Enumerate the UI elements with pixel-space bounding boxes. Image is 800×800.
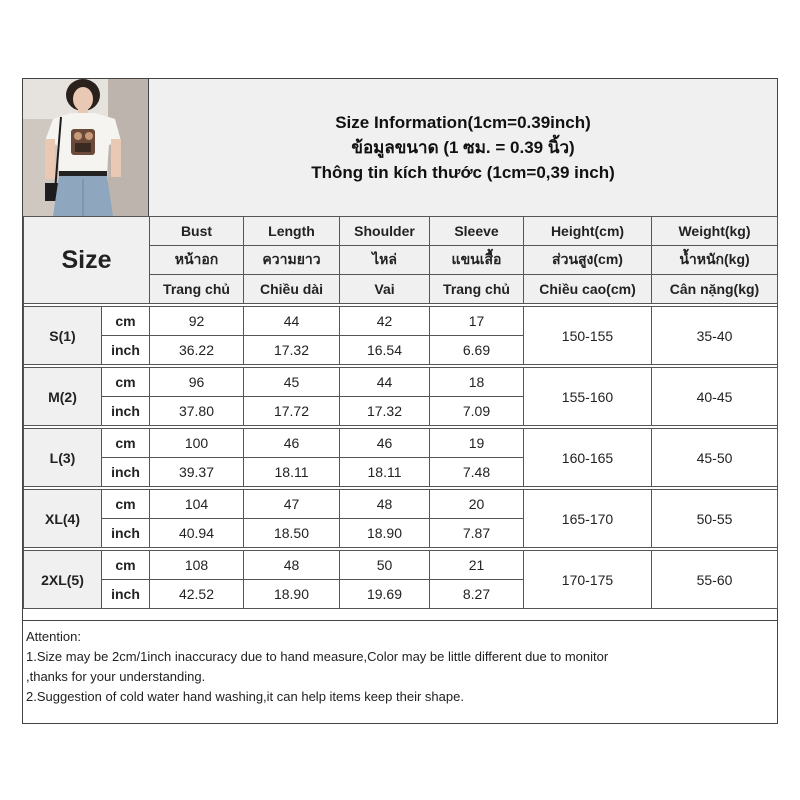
column-header-6-en: Weight(kg) <box>652 217 778 246</box>
unit-label-cm: cm <box>102 307 150 336</box>
unit-label-inch: inch <box>102 580 150 609</box>
size-label: 2XL(5) <box>24 551 102 609</box>
measure-value: 44 <box>340 368 430 397</box>
size-label: XL(4) <box>24 490 102 548</box>
height-range: 160-165 <box>524 429 652 487</box>
measure-value: 16.54 <box>340 336 430 365</box>
unit-label-inch: inch <box>102 519 150 548</box>
column-header-4-vi: Trang chủ <box>430 275 524 304</box>
attention-line-1: 1.Size may be 2cm/1inch inaccuracy due to hand measure,Color may be little different due to monitor <box>26 649 609 664</box>
height-range: 165-170 <box>524 490 652 548</box>
column-header-5-vi: Chiều cao(cm) <box>524 275 652 304</box>
measure-value: 100 <box>150 429 244 458</box>
header-row-en <box>24 217 778 246</box>
unit-label-cm: cm <box>102 429 150 458</box>
measure-value: 8.27 <box>430 580 524 609</box>
weight-range: 35-40 <box>652 307 778 365</box>
measure-value: 42 <box>340 307 430 336</box>
weight-range: 50-55 <box>652 490 778 548</box>
unit-label-cm: cm <box>102 368 150 397</box>
measure-value: 18.11 <box>244 458 340 487</box>
measure-value: 46 <box>244 429 340 458</box>
measure-value: 40.94 <box>150 519 244 548</box>
column-header-1-th: หน้าอก <box>150 246 244 275</box>
attention-line-2: ,thanks for your understanding. <box>26 669 206 684</box>
measure-value: 17 <box>430 307 524 336</box>
measure-value: 7.87 <box>430 519 524 548</box>
measure-value: 19.69 <box>340 580 430 609</box>
height-range: 155-160 <box>524 368 652 426</box>
column-header-6-th: น้ำหนัก(kg) <box>652 246 778 275</box>
measure-value: 18.90 <box>340 519 430 548</box>
unit-label-cm: cm <box>102 551 150 580</box>
attention-heading: Attention: <box>26 629 81 644</box>
size-column-title: Size <box>24 217 150 304</box>
measure-value: 7.48 <box>430 458 524 487</box>
measure-value: 48 <box>340 490 430 519</box>
measure-value: 17.32 <box>244 336 340 365</box>
measure-value: 42.52 <box>150 580 244 609</box>
table-row <box>24 368 778 397</box>
table-row <box>24 307 778 336</box>
table-row <box>24 429 778 458</box>
measure-value: 37.80 <box>150 397 244 426</box>
column-header-2-en: Length <box>244 217 340 246</box>
product-photo-tshirt-model <box>23 79 148 216</box>
column-header-6-vi: Cân nặng(kg) <box>652 275 778 304</box>
measure-value: 18.11 <box>340 458 430 487</box>
column-header-3-en: Shoulder <box>340 217 430 246</box>
measure-value: 39.37 <box>150 458 244 487</box>
measure-value: 20 <box>430 490 524 519</box>
measure-value: 104 <box>150 490 244 519</box>
table-row <box>24 490 778 519</box>
weight-range: 40-45 <box>652 368 778 426</box>
chart-header <box>23 79 777 217</box>
size-table <box>23 216 778 609</box>
measure-value: 44 <box>244 307 340 336</box>
attention-line-3: 2.Suggestion of cold water hand washing,it can help items keep their shape. <box>26 689 464 704</box>
unit-label-inch: inch <box>102 458 150 487</box>
title-english: Size Information(1cm=0.39inch) <box>335 113 591 132</box>
column-header-2-th: ความยาว <box>244 246 340 275</box>
title-thai: ข้อมูลขนาด (1 ซม. = 0.39 นิ้ว) <box>351 138 575 157</box>
column-header-5-en: Height(cm) <box>524 217 652 246</box>
weight-range: 55-60 <box>652 551 778 609</box>
size-label: M(2) <box>24 368 102 426</box>
measure-value: 47 <box>244 490 340 519</box>
measure-value: 108 <box>150 551 244 580</box>
measure-value: 17.32 <box>340 397 430 426</box>
table-row <box>24 551 778 580</box>
measure-value: 18 <box>430 368 524 397</box>
size-chart <box>22 78 778 724</box>
column-header-5-th: ส่วนสูง(cm) <box>524 246 652 275</box>
measure-value: 21 <box>430 551 524 580</box>
column-header-3-th: ไหล่ <box>340 246 430 275</box>
height-range: 170-175 <box>524 551 652 609</box>
column-header-1-en: Bust <box>150 217 244 246</box>
measure-value: 48 <box>244 551 340 580</box>
measure-value: 18.50 <box>244 519 340 548</box>
title-vietnamese: Thông tin kích thước (1cm=0,39 inch) <box>311 163 615 182</box>
column-header-4-th: แขนเสื้อ <box>430 246 524 275</box>
title-block <box>149 79 777 216</box>
measure-value: 45 <box>244 368 340 397</box>
height-range: 150-155 <box>524 307 652 365</box>
attention-notes <box>23 620 777 723</box>
size-label: S(1) <box>24 307 102 365</box>
measure-value: 18.90 <box>244 580 340 609</box>
column-header-4-en: Sleeve <box>430 217 524 246</box>
measure-value: 36.22 <box>150 336 244 365</box>
measure-value: 46 <box>340 429 430 458</box>
column-header-2-vi: Chiều dài <box>244 275 340 304</box>
measure-value: 50 <box>340 551 430 580</box>
product-photo <box>23 79 149 216</box>
measure-value: 92 <box>150 307 244 336</box>
measure-value: 96 <box>150 368 244 397</box>
unit-label-inch: inch <box>102 336 150 365</box>
measure-value: 6.69 <box>430 336 524 365</box>
measure-value: 17.72 <box>244 397 340 426</box>
measure-value: 19 <box>430 429 524 458</box>
unit-label-cm: cm <box>102 490 150 519</box>
column-header-1-vi: Trang chủ <box>150 275 244 304</box>
column-header-3-vi: Vai <box>340 275 430 304</box>
size-label: L(3) <box>24 429 102 487</box>
measure-value: 7.09 <box>430 397 524 426</box>
weight-range: 45-50 <box>652 429 778 487</box>
unit-label-inch: inch <box>102 397 150 426</box>
